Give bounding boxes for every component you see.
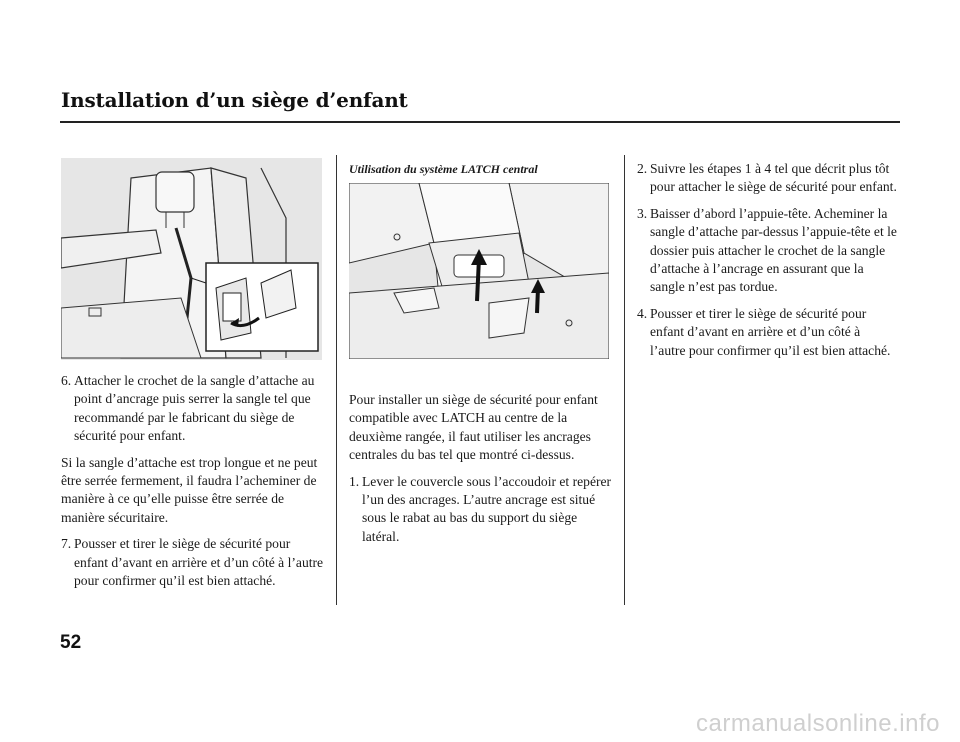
step-6-number: 6. xyxy=(61,373,72,388)
step-2-text: Suivre les étapes 1 à 4 tel que décrit plus tôt pour attacher le siège de sécurité pour enfant. xyxy=(650,161,897,195)
step-2-number: 2. xyxy=(637,161,648,176)
step-1-number: 1. xyxy=(349,473,360,489)
step-1-text: Lever le couvercle sous l’accoudoir et repérer l’un des ancrages. L’autre ancrage est situé sous le rabat au bas du support du siège latéral. xyxy=(362,473,612,544)
step-4-text: Pousser et tirer le siège de sécurité pour enfant d’avant en arrière et d’un côté à l’autre pour confirmer qu’il est bien attaché. xyxy=(650,305,891,358)
tether-anchor-drawing xyxy=(61,158,322,360)
tether-anchor-illustration xyxy=(61,158,322,360)
latch-center-drawing xyxy=(349,183,609,359)
step-6-text: Attacher le crochet de la sangle d’attache au point d’ancrage puis serrer la sangle tel que recommandé par le fabricant du siège de sécurité pour enfant. xyxy=(74,373,315,444)
step-6-note: Si la sangle d’attache est trop longue et ne peut être serrée fermement, il faudra l’acheminer de manière à ce qu’elle puisse être serrée de manière sécuritaire. xyxy=(61,454,318,525)
page-number: 52 xyxy=(60,632,82,653)
step-3-number: 3. xyxy=(637,205,648,221)
step-6 xyxy=(61,372,326,446)
step-7-number: 7. xyxy=(61,536,72,552)
step-7-text: Pousser et tirer le siège de sécurité pour enfant d’avant en arrière et d’un côté à l’autre pour confirmer qu’il est bien attaché. xyxy=(74,536,324,589)
column-2 xyxy=(349,391,614,554)
figure-caption: Utilisation du système LATCH central xyxy=(349,162,538,176)
step-4-number: 4. xyxy=(637,305,648,321)
column-3 xyxy=(637,160,899,368)
column-divider-2 xyxy=(624,155,625,605)
step-7 xyxy=(61,535,326,590)
step-3 xyxy=(637,205,899,297)
page-title: Installation d’un siège d’enfant xyxy=(61,88,408,112)
latch-intro: Pour installer un siège de sécurité pour enfant compatible avec LATCH au centre de la deuxième rangée, il faut utiliser les ancrages centrales du bas tel que montré ci-dessus. xyxy=(349,392,598,463)
column-divider-1 xyxy=(336,155,337,605)
latch-center-illustration xyxy=(349,183,609,359)
step-1 xyxy=(349,473,614,547)
step-2 xyxy=(637,160,899,197)
watermark: carmanualsonline.info xyxy=(696,710,940,737)
step-4 xyxy=(637,305,899,360)
title-rule xyxy=(60,121,900,123)
step-3-text: Baisser d’abord l’appuie-tête. Acheminer la sangle d’attache par-dessus l’appuie-tête et le dossier puis attacher le crochet de la sangle d’attache à l’ancrage en assurant que la sangle n’est pas tordue. xyxy=(650,205,897,295)
column-1 xyxy=(61,372,326,598)
